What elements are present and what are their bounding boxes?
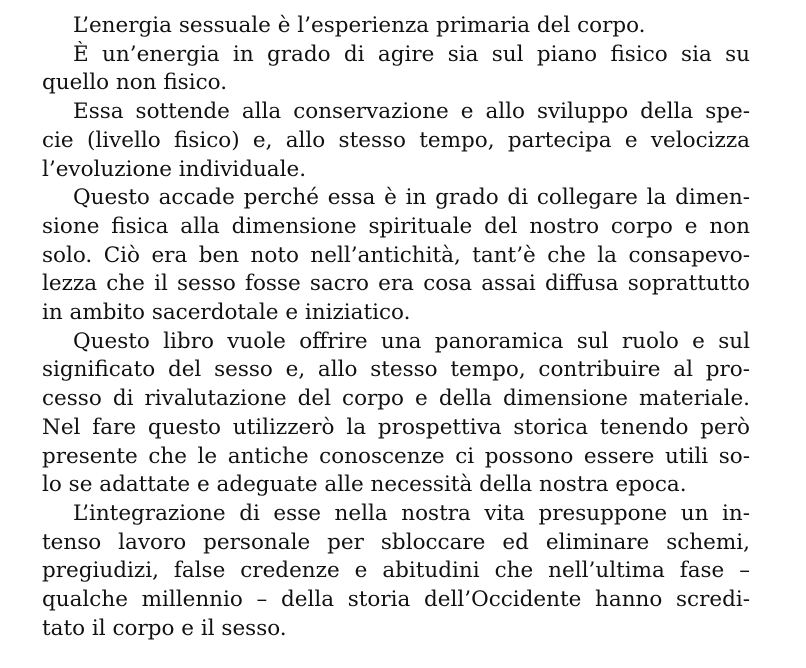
text-line: cesso di rivalutazione del corpo e della dimensione materiale. [42, 386, 750, 412]
paragraph [42, 184, 750, 328]
text-line: tenso lavoro personale per sbloccare ed eliminare schemi, [42, 529, 750, 555]
text-line: Nel fare questo utilizzerò la prospettiva storica tenendo però [42, 414, 750, 440]
text-line: Questo libro vuole offrire una panoramica sul ruolo e sul [73, 328, 750, 354]
paragraph [42, 12, 750, 41]
text-line: Questo accade perché essa è in grado di collegare la dimen- [73, 185, 750, 211]
text-line: l’evoluzione individuale. [42, 156, 307, 182]
text-line: solo. Ciò era ben noto nell’antichità, tant’è che la consapevo- [42, 242, 750, 268]
text-line: qualche millennio – della storia dell’Occidente hanno scredi- [42, 587, 750, 613]
text-line: pregiudizi, false credenze e abitudini che nell’ultima fase – [42, 558, 750, 584]
paragraph [42, 500, 750, 644]
text-line: in ambito sacerdotale e iniziatico. [42, 300, 411, 326]
document-page [42, 12, 750, 643]
text-line: cie (livello fisico) e, allo stesso tempo, partecipa e velocizza [42, 127, 750, 153]
paragraph [42, 328, 750, 500]
text-line: significato del sesso e, allo stesso tempo, contribuire al pro- [42, 357, 750, 383]
text-line: tato il corpo e il sesso. [42, 615, 287, 641]
text-line: presente che le antiche conoscenze ci possono essere utili so- [42, 443, 750, 469]
paragraph [42, 41, 750, 98]
text-line: lezza che il sesso fosse sacro era cosa assai diffusa soprattutto [42, 271, 750, 297]
text-line: quello non fisico. [42, 70, 228, 96]
text-line: È un’energia in grado di agire sia sul piano fisico sia su [73, 41, 750, 67]
text-line: lo se adattate e adeguate alle necessità della nostra epoca. [42, 472, 687, 498]
text-line: L’integrazione di esse nella nostra vita presuppone un in- [73, 500, 750, 526]
paragraph [42, 98, 750, 184]
text-line: sione fisica alla dimensione spirituale del nostro corpo e non [42, 213, 750, 239]
text-line: L’energia sessuale è l’esperienza primaria del corpo. [73, 13, 646, 38]
text-line: Essa sottende alla conservazione e allo sviluppo della spe- [73, 99, 750, 125]
